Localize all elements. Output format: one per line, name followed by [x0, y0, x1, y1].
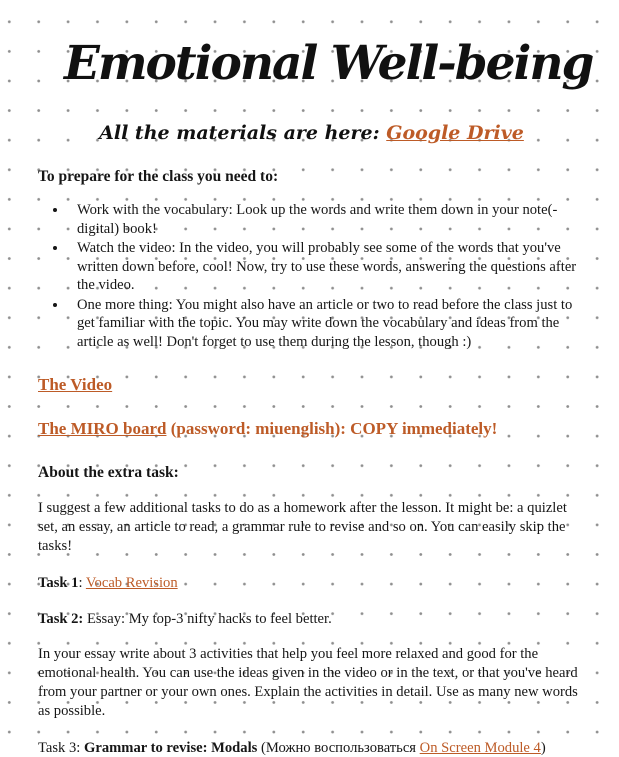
task1-line [38, 575, 585, 592]
task2-label: Task 2: [38, 611, 84, 628]
list-item: • Work with the vocabulary: Look up the words and write them down in your note(-digital) book! [68, 201, 582, 238]
video-heading [38, 375, 585, 395]
task1-label: Task 1 [38, 575, 79, 592]
task3-line [38, 740, 585, 757]
page-title: Emotional Well-being [64, 36, 593, 91]
prepare-list [38, 201, 585, 351]
miro-heading [38, 419, 585, 439]
extra-task-intro: I suggest a few additional tasks to do as a homework after the lesson. It might be: a quizlet set, an essay, an article to read, a grammar rule to revise and so on. You can easily skip the tasks! [38, 500, 567, 555]
prepare-heading: To prepare for the class you need to: [38, 168, 279, 185]
task3-bold-text: Grammar to revise: Modals [84, 740, 258, 757]
task1-separator: : [78, 575, 86, 592]
extra-task-heading: About the extra task: [38, 464, 179, 482]
google-drive-link[interactable]: Google Drive [386, 122, 524, 144]
materials-line [38, 122, 585, 144]
essay-instructions: In your essay write about 3 activities that help you feel more relaxed and good for the emotional health. You can use the ideas given in the video or in the text, or that you've heard from your partner or your own ones. Explain the activities in detail. Use as many new words as possible. [38, 646, 578, 720]
task3-paren-open: (Можно воспользоваться [257, 740, 420, 757]
list-item: • One more thing: You might also have an article or two to read before the class just to get familiar with the topic. You may write down the vocabulary and ideas from the article as well! Don't forget to use them during the lesson, though :) [68, 296, 582, 352]
video-link[interactable]: The Video [38, 375, 113, 395]
task2-text: Essay: My top-3 nifty hacks to feel better. [83, 611, 332, 628]
task2-line [38, 611, 585, 628]
task3-paren-close: ) [540, 740, 546, 757]
title-row [61, 28, 593, 112]
task3-label: Task 3: [38, 740, 84, 757]
miro-board-link[interactable]: The MIRO board [38, 419, 167, 439]
miro-password-note: (password: miuenglish): COPY immediately! [166, 419, 498, 439]
list-item: • Watch the video: In the video, you will probably see some of the words that you've written down before, cool! Now, try to use these words, answering the questions after the video. [68, 239, 582, 295]
materials-label: All the materials are here: [99, 122, 387, 144]
on-screen-module-link[interactable]: On Screen Module 4 [419, 740, 541, 757]
vocab-revision-link[interactable]: Vocab Revision [85, 575, 178, 592]
